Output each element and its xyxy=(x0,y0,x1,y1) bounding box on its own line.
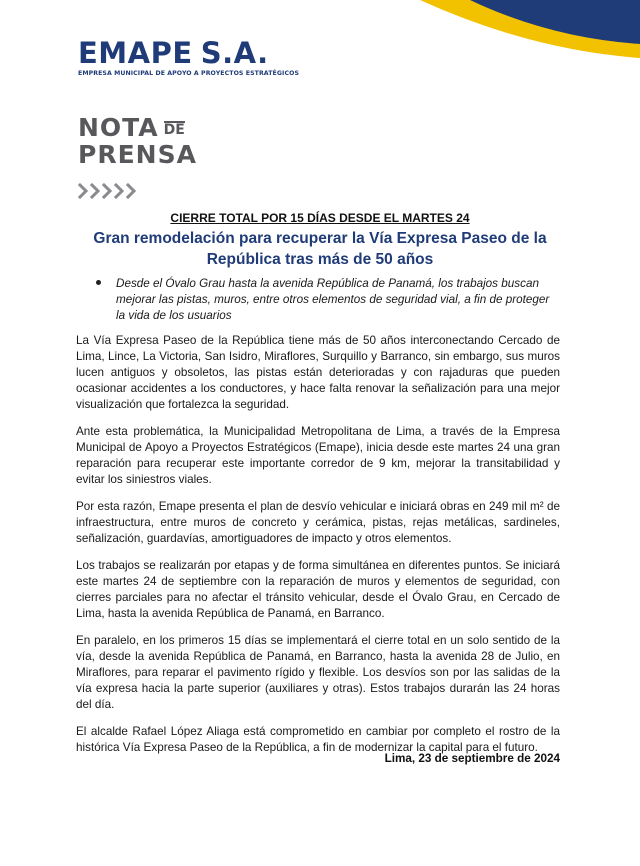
brand-logo xyxy=(78,38,299,77)
article-headline: Gran remodelación para recuperar la Vía Expresa Paseo de la República tras más de 50 años xyxy=(93,230,547,268)
brand-subtitle: EMPRESA MUNICIPAL DE APOYO A PROYECTOS ESTRATÉGICOS xyxy=(78,70,299,77)
article-kicker: CIERRE TOTAL POR 15 DÍAS DESDE EL MARTES 24 xyxy=(170,211,470,225)
paragraph: Ante esta problemática, la Municipalidad Metropolitana de Lima, a través de la Empresa Municipal de Apoyo a Proyectos Estratégicos (Emape), inicia desde este martes 24 una gran reparación para recuperar este importante corredor de 9 km, mejorar la transitabilidad y evitar los siniestros viales. xyxy=(76,425,560,486)
paragraph: El alcalde Rafael López Aliaga está comprometido en cambiar por completo el rostro de la histórica Vía Expresa Paseo de la República, a fin de modernizar la capital para el futuro. xyxy=(76,725,560,754)
corner-decoration xyxy=(350,0,640,70)
bullet-icon xyxy=(96,280,101,285)
summary-bullet xyxy=(96,276,556,324)
paragraph: La Vía Expresa Paseo de la República tiene más de 50 años interconectando Cercado de Lima, Lince, La Victoria, San Isidro, Miraflores, Surquillo y Barranco, sin embargo, sus muros lucen antiguos y obsoletos, las pistas están deterioradas y con rajaduras que pueden ocasionar accidentes a los conductores, y hace falta renovar la señalización para una mejor visualización que fortalezca la seguridad. xyxy=(76,334,560,411)
nota-label: NOTA xyxy=(78,113,159,142)
paragraph: Los trabajos se realizarán por etapas y de forma simultánea en diferentes puntos. Se iniciará este martes 24 de septiembre con la reparación de muros y elementos de seguridad, con cierres parciales para no afectar el tránsito vehicular, desde el Óvalo Grau, en Cercado de Lima, hasta la avenida República de Panamá, en Barranco. xyxy=(76,559,560,620)
paragraph: Por esta razón, Emape presenta el plan de desvío vehicular e iniciará obras en 249 mil m² de infraestructura, entre muros de concreto y cerámica, pistas, rejas metálicas, sardineles, señalización, guardavías, amortiguadores de impacto y otros elementos. xyxy=(76,500,560,545)
paragraph: En paralelo, en los primeros 15 días se implementará el cierre total en un solo sentido de la vía, desde la avenida República de Panamá, en Barranco, hasta la avenida 28 de Julio, en Miraflores, para reparar el pavimento rígido y flexible. Los desvíos son por las salidas de la vía expresa hacia la parte superior (auxiliares y otras). Estos trabajos durarán las 24 horas del día. xyxy=(76,634,560,711)
brand-name: EMAPE S.A. xyxy=(78,36,269,70)
article-body xyxy=(76,333,560,767)
chevrons-right-icon xyxy=(78,182,138,200)
prensa-label: PRENSA xyxy=(78,140,197,169)
press-release-title xyxy=(78,114,197,168)
de-label: DE xyxy=(163,122,185,138)
dateline: Lima, 23 de septiembre de 2024 xyxy=(384,752,560,765)
summary-bullet-text: Desde el Óvalo Grau hasta la avenida República de Panamá, los trabajos buscan mejorar las pistas, muros, entre otros elementos de seguridad vial, a fin de proteger la vida de los usuarios xyxy=(116,277,550,322)
